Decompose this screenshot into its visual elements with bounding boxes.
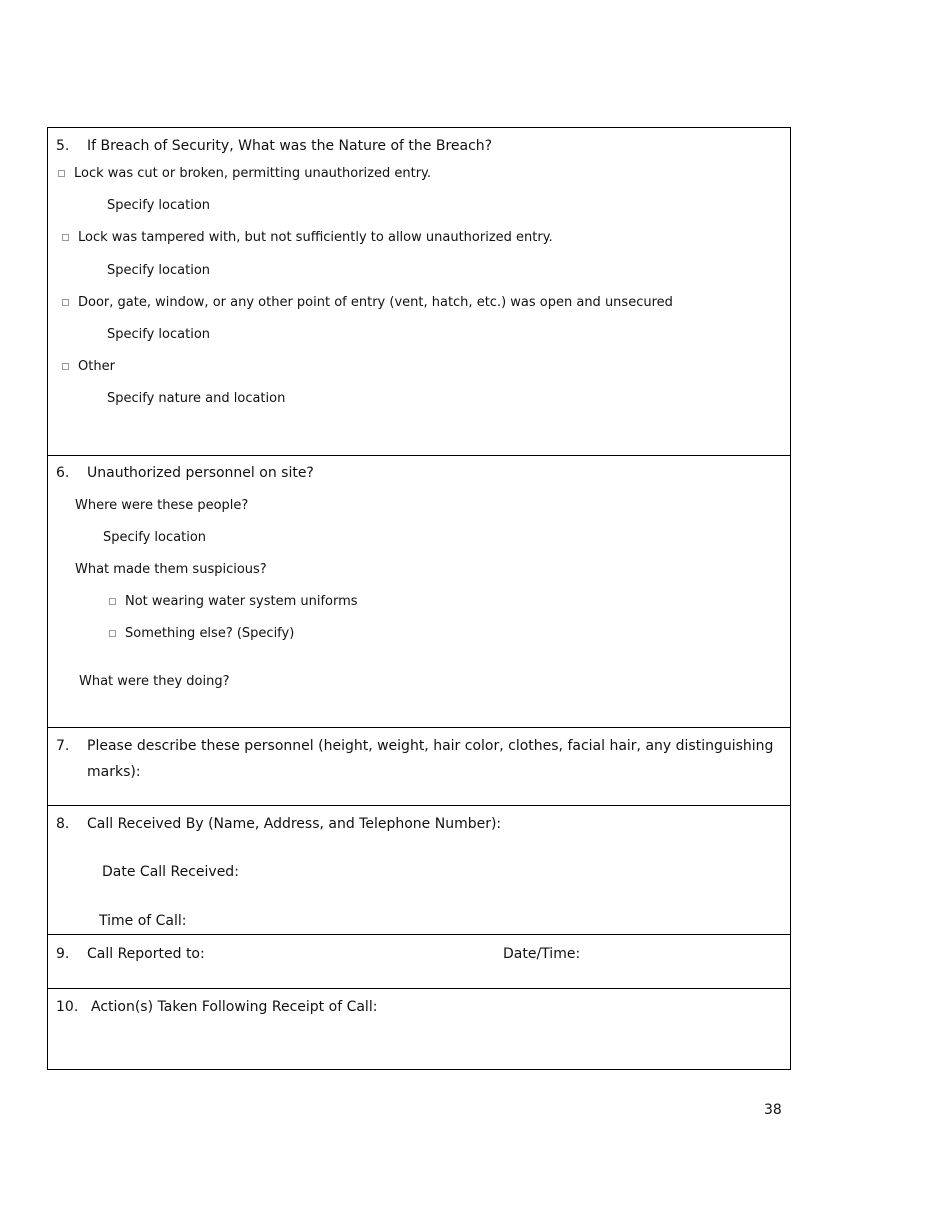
breach-other-label: Other: [78, 359, 115, 374]
section-6: [48, 456, 790, 728]
section-5-number: 5.: [56, 138, 70, 154]
section-6-question: Unauthorized personnel on site?: [87, 465, 314, 481]
doing-label: What were they doing?: [79, 674, 230, 689]
date-call-received-label: Date Call Received:: [102, 864, 239, 880]
section-7-question-line1: Please describe these personnel (height, weight, hair color, clothes, facial hair, any distinguishing: [87, 738, 774, 754]
section-8-question: Call Received By (Name, Address, and Telephone Number):: [87, 816, 502, 832]
where-people-label: Where were these people?: [75, 498, 249, 513]
call-reported-to-label: Call Reported to:: [87, 946, 205, 962]
breach-lock-cut-label: Lock was cut or broken, permitting unauthorized entry.: [74, 166, 432, 181]
something-else-checkbox[interactable]: [109, 630, 116, 637]
section-7: [48, 728, 790, 806]
section-8: [48, 806, 790, 935]
something-else-label: Something else? (Specify): [125, 626, 295, 641]
section-10: [48, 989, 790, 1069]
section-6-number: 6.: [56, 465, 70, 481]
section-10-question: Action(s) Taken Following Receipt of Call:: [91, 999, 378, 1015]
section-8-number: 8.: [56, 816, 70, 832]
breach-lock-tampered-checkbox[interactable]: [62, 234, 69, 241]
breach-other-checkbox[interactable]: [62, 363, 69, 370]
breach-lock-tampered-specify: Specify location: [107, 263, 211, 278]
incident-form: [47, 127, 791, 1070]
breach-other-specify: Specify nature and location: [107, 391, 286, 406]
breach-lock-cut-specify: Specify location: [107, 198, 211, 213]
no-uniform-label: Not wearing water system uniforms: [125, 594, 358, 609]
breach-open-entry-label: Door, gate, window, or any other point of entry (vent, hatch, etc.) was open and unsecured: [78, 295, 673, 310]
section-10-number: 10.: [56, 999, 79, 1015]
section-5: [48, 128, 790, 456]
date-time-label: Date/Time:: [503, 946, 581, 962]
suspicious-label: What made them suspicious?: [75, 562, 267, 577]
page-number: 38: [764, 1102, 782, 1118]
time-of-call-label: Time of Call:: [99, 913, 187, 929]
breach-open-entry-checkbox[interactable]: [62, 299, 69, 306]
breach-lock-tampered-label: Lock was tampered with, but not sufficiently to allow unauthorized entry.: [78, 230, 553, 245]
breach-open-entry-specify: Specify location: [107, 327, 211, 342]
where-specify-label: Specify location: [103, 530, 207, 545]
section-5-question: If Breach of Security, What was the Nature of the Breach?: [87, 138, 493, 154]
section-7-number: 7.: [56, 738, 70, 754]
breach-lock-cut-checkbox[interactable]: [58, 170, 65, 177]
section-7-question-line2: marks):: [87, 764, 141, 780]
section-9: [48, 935, 790, 989]
no-uniform-checkbox[interactable]: [109, 598, 116, 605]
section-9-number: 9.: [56, 946, 70, 962]
